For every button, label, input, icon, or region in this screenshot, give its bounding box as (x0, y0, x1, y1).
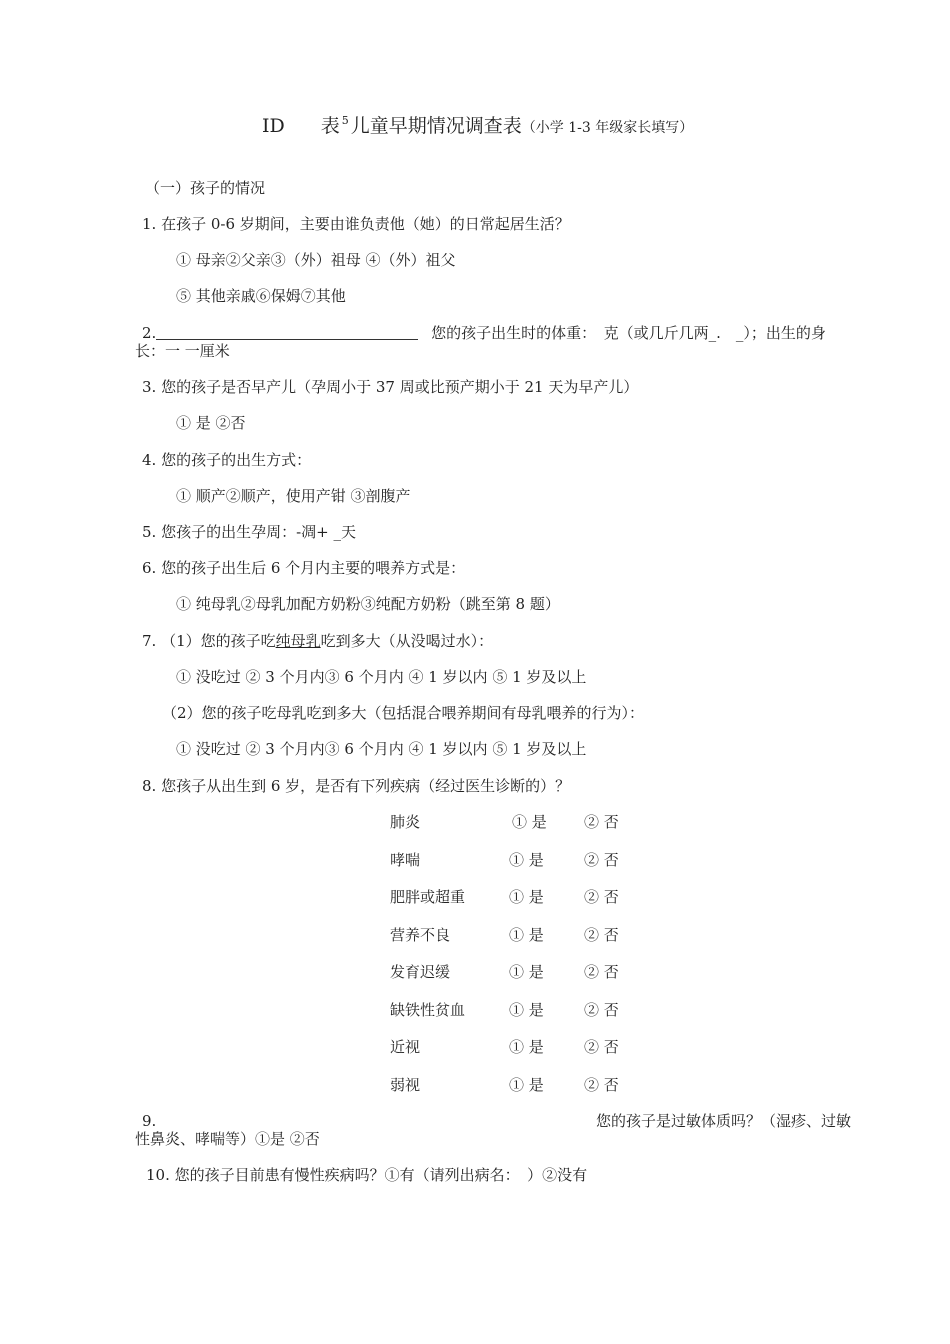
disease-no-option[interactable]: ② 否 (584, 1038, 619, 1056)
disease-no-option[interactable]: ② 否 (584, 851, 619, 869)
disease-name: 发育迟缓 (390, 963, 451, 981)
question-7-2-options[interactable]: ① 没吃过 ② 3 个月内③ 6 个月内 ④ 1 岁以内 ⑤ 1 岁及以上 (176, 740, 587, 758)
question-2-blank[interactable] (156, 325, 418, 340)
question-5: 5. 您孩子的出生孕周：-凋+ _天 (142, 523, 356, 541)
disease-yes-option[interactable]: ① 是 (509, 888, 544, 906)
question-3-options[interactable]: ① 是 ②否 (176, 414, 246, 432)
form-title (262, 114, 693, 138)
question-2 (142, 324, 826, 342)
title-subtitle: （小学 1-3 年级家长填写） (521, 120, 694, 136)
question-8: 8. 您孩子从出生到 6 岁，是否有下列疾病（经过医生诊断的）？ (142, 777, 571, 795)
disease-yes-option[interactable]: ① 是 (509, 1038, 544, 1056)
disease-yes-option[interactable]: ① 是 (509, 1076, 544, 1094)
title-superscript: 5 (341, 114, 349, 127)
question-4-options[interactable]: ① 顺产②顺产，使用产钳 ③剖腹产 (176, 487, 411, 505)
disease-name: 营养不良 (390, 926, 451, 944)
disease-no-option[interactable]: ② 否 (584, 1076, 619, 1094)
disease-yes-option[interactable]: ① 是 (509, 1001, 544, 1019)
disease-name: 缺铁性贫血 (390, 1001, 466, 1019)
id-label: ID (262, 115, 285, 137)
disease-yes-option[interactable]: ① 是 (512, 813, 547, 831)
disease-yes-option[interactable]: ① 是 (509, 963, 544, 981)
question-4: 4. 您的孩子的出生方式： (142, 451, 312, 469)
question-2-number: 2. (142, 324, 157, 342)
question-10[interactable]: 10. 您的孩子目前患有慢性疾病吗？①有（请列出病名： ）②没有 (146, 1166, 588, 1184)
disease-no-option[interactable]: ② 否 (584, 888, 619, 906)
disease-yes-option[interactable]: ① 是 (509, 926, 544, 944)
disease-no-option[interactable]: ② 否 (584, 813, 619, 831)
disease-no-option[interactable]: ② 否 (584, 1001, 619, 1019)
disease-no-option[interactable]: ② 否 (584, 963, 619, 981)
title-main: 儿童早期情况调查表 (350, 115, 522, 137)
question-1: 1. 在孩子 0-6 岁期间，主要由谁负责他（她）的日常起居生活？ (142, 215, 570, 233)
disease-name: 弱视 (390, 1076, 421, 1094)
question-1-options-a[interactable]: ① 母亲②父亲③（外）祖母 ④（外）祖父 (176, 251, 456, 269)
question-7-1-options[interactable]: ① 没吃过 ② 3 个月内③ 6 个月内 ④ 1 岁以内 ⑤ 1 岁及以上 (176, 668, 587, 686)
question-6-options[interactable]: ① 纯母乳②母乳加配方奶粉③纯配方奶粉（跳至第 8 题） (176, 595, 560, 613)
disease-name: 近视 (390, 1038, 421, 1056)
title-prefix: 表 (320, 115, 340, 137)
disease-name: 肺炎 (390, 813, 421, 831)
question-6: 6. 您的孩子出生后 6 个月内主要的喂养方式是： (142, 559, 466, 577)
question-7 (142, 632, 493, 650)
question-7-text-a: 7. （1）您的孩子吃 (142, 632, 276, 650)
question-3: 3. 您的孩子是否早产儿（孕周小于 37 周或比预产期小于 21 天为早产儿） (142, 378, 639, 396)
question-9-number: 9. (142, 1112, 157, 1130)
disease-name: 肥胖或超重 (390, 888, 466, 906)
question-9-continuation[interactable]: 性鼻炎、哮喘等）①是 ②否 (135, 1130, 320, 1148)
section-heading: （一）孩子的情况 (145, 179, 266, 197)
question-9-text: 您的孩子是过敏体质吗？（湿疹、过敏 (596, 1112, 852, 1130)
question-7-text-b: 吃到多大（从没喝过水）： (320, 632, 494, 650)
question-1-options-b[interactable]: ⑤ 其他亲戚⑥保姆⑦其他 (176, 287, 346, 305)
disease-no-option[interactable]: ② 否 (584, 926, 619, 944)
question-2-text: 您的孩子出生时的体重： 克（或几斤几两_. _）；出生的身 (431, 324, 826, 342)
question-7-2: （2）您的孩子吃母乳吃到多大（包括混合喂养期间有母乳喂养的行为）： (162, 704, 645, 722)
question-7-underlined: 纯母乳 (275, 632, 321, 650)
disease-yes-option[interactable]: ① 是 (509, 851, 544, 869)
disease-name: 哮喘 (390, 851, 421, 869)
question-2-continuation: 长：一 一厘米 (135, 342, 230, 360)
